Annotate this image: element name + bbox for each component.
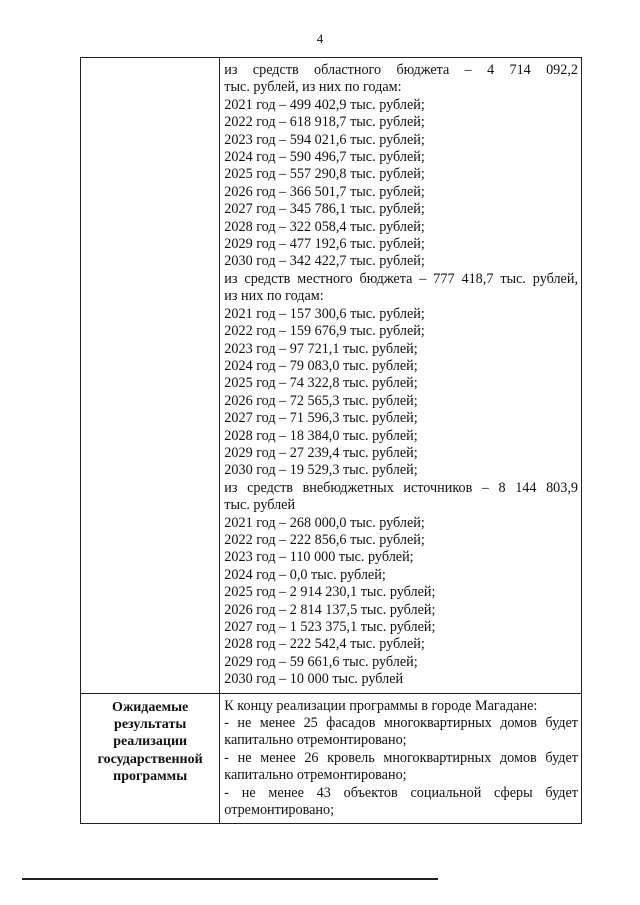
- text-line: 2030 год – 10 000 тыс. рублей: [224, 671, 404, 688]
- label-line: реализации: [113, 734, 188, 750]
- row1-label-cell: [81, 58, 220, 694]
- text-line: 2028 год – 18 384,0 тыс. рублей;: [224, 427, 418, 444]
- text-line: капитально отремонтировано;: [224, 767, 407, 784]
- text-line: капитально отремонтировано;: [224, 732, 407, 749]
- text-line: К концу реализации программы в городе Магадане:: [224, 697, 538, 714]
- text-line: - не менее 26 кровель многоквартирных домов будет: [224, 749, 578, 766]
- text-line: из средств областного бюджета – 4 714 092,2: [224, 62, 578, 78]
- text-line: тыс. рублей: [224, 497, 296, 514]
- text-line: из средств внебюджетных источников – 8 144 803,9: [224, 479, 578, 496]
- label-line: государственной: [97, 751, 203, 767]
- label-line: программы: [113, 769, 188, 785]
- text-line: тыс. рублей, из них по годам:: [224, 79, 402, 96]
- text-line: 2029 год – 59 661,6 тыс. рублей;: [224, 653, 418, 670]
- row2-label-cell: [81, 693, 220, 824]
- text-line: 2021 год – 157 300,6 тыс. рублей;: [224, 305, 425, 322]
- program-passport-table: [80, 57, 582, 824]
- label-line: результаты: [114, 717, 187, 733]
- text-line: 2030 год – 19 529,3 тыс. рублей;: [224, 462, 418, 479]
- text-line: 2024 год – 79 083,0 тыс. рублей;: [224, 357, 418, 374]
- footer-divider: [22, 878, 438, 880]
- text-line: 2030 год – 342 422,7 тыс. рублей;: [224, 253, 425, 270]
- text-line: 2021 год – 499 402,9 тыс. рублей;: [224, 96, 425, 113]
- table-row: [81, 58, 582, 694]
- text-line: - не менее 43 объектов социальной сферы будет: [224, 784, 578, 801]
- text-line: 2028 год – 222 542,4 тыс. рублей;: [224, 636, 425, 653]
- text-line: отремонтировано;: [224, 802, 335, 819]
- text-line: 2022 год – 618 918,7 тыс. рублей;: [224, 114, 425, 131]
- text-line: 2026 год – 72 565,3 тыс. рублей;: [224, 392, 418, 409]
- text-line: 2022 год – 159 676,9 тыс. рублей;: [224, 323, 425, 340]
- text-line: 2027 год – 1 523 375,1 тыс. рублей;: [224, 619, 436, 635]
- text-line: 2023 год – 594 021,6 тыс. рублей;: [224, 131, 425, 148]
- label-line: Ожидаемые: [112, 699, 189, 715]
- table-row: [81, 693, 582, 824]
- text-line: 2025 год – 557 290,8 тыс. рублей;: [224, 166, 425, 183]
- text-line: 2026 год – 366 501,7 тыс. рублей;: [224, 183, 425, 200]
- text-line: 2028 год – 322 058,4 тыс. рублей;: [224, 218, 425, 235]
- text-line: 2023 год – 97 721,1 тыс. рублей;: [224, 340, 418, 357]
- text-line: 2022 год – 222 856,6 тыс. рублей;: [224, 531, 425, 548]
- text-line: 2024 год – 0,0 тыс. рублей;: [224, 566, 386, 583]
- text-line: 2021 год – 268 000,0 тыс. рублей;: [224, 514, 425, 531]
- text-line: из них по годам:: [224, 288, 324, 305]
- text-line: 2027 год – 345 786,1 тыс. рублей;: [224, 201, 425, 218]
- row1-content-cell: [220, 58, 582, 694]
- text-line: 2023 год – 110 000 тыс. рублей;: [224, 549, 414, 566]
- text-line: из средств местного бюджета – 777 418,7 тыс. рублей,: [224, 270, 578, 287]
- text-line: 2027 год – 71 596,3 тыс. рублей;: [224, 410, 418, 427]
- text-line: 2025 год – 2 914 230,1 тыс. рублей;: [224, 584, 436, 601]
- page-number: 4: [316, 31, 324, 46]
- text-line: 2029 год – 477 192,6 тыс. рублей;: [224, 236, 425, 253]
- text-line: 2024 год – 590 496,7 тыс. рублей;: [224, 149, 425, 166]
- text-line: 2025 год – 74 322,8 тыс. рублей;: [224, 375, 418, 392]
- text-line: 2029 год – 27 239,4 тыс. рублей;: [224, 444, 418, 461]
- text-line: - не менее 25 фасадов многоквартирных домов будет: [224, 715, 578, 732]
- row2-content-cell: [220, 693, 582, 824]
- text-line: 2026 год – 2 814 137,5 тыс. рублей;: [224, 601, 436, 618]
